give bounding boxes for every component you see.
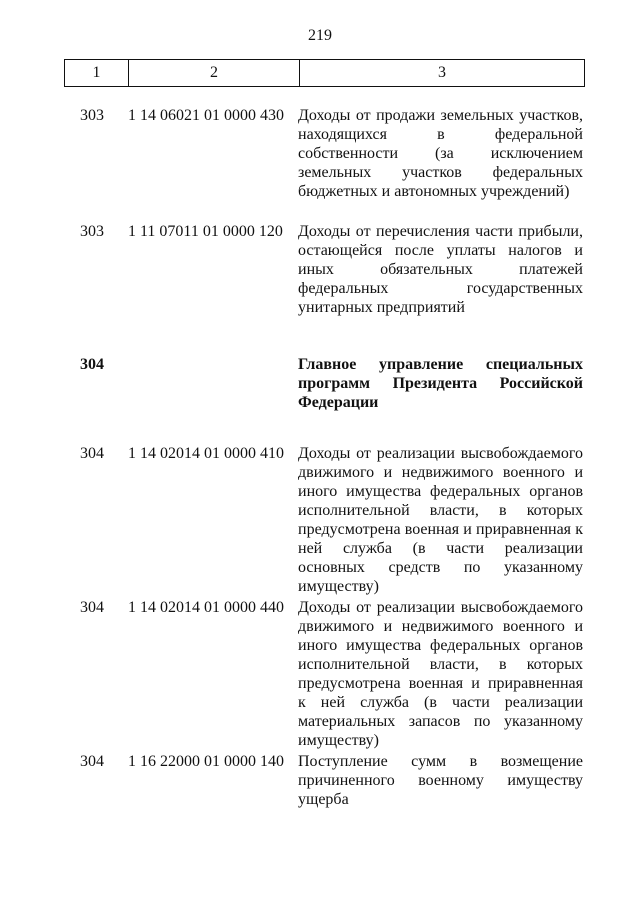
description	[298, 444, 583, 596]
description-line: Поступление сумм в возмещение	[298, 753, 583, 770]
kbk-code: 1 14 02014 01 0000 410	[128, 445, 284, 462]
table-header	[64, 59, 585, 87]
description-line: движимого и недвижимого военного и	[298, 464, 583, 481]
description-line: бюджетных и автономных учреждений)	[298, 183, 570, 200]
admin-code: 304	[80, 599, 104, 616]
description	[298, 598, 583, 750]
description-line: иного имущества федеральных органов	[298, 637, 583, 654]
description-line: ущерба	[298, 791, 349, 808]
description-line: предусмотрена военная и приравненная	[298, 675, 583, 692]
description-line: иного имущества федеральных органов	[298, 483, 583, 500]
description-line: находящихся в федеральной	[298, 126, 583, 143]
description-line: к ней служба (в части реализации	[298, 694, 583, 711]
description-line: федеральных государственных	[298, 280, 583, 297]
description-line: исполнительной власти, в которых	[298, 656, 583, 673]
description-line: Доходы от реализации высвобождаемого	[298, 599, 583, 616]
description-line: основных средств по указанному	[298, 559, 583, 576]
description-line: ней служба (в части реализации	[298, 540, 583, 557]
description-line: унитарных предприятий	[298, 299, 465, 316]
admin-code: 304	[80, 753, 104, 770]
description-line: собственности (за исключением	[298, 145, 583, 162]
admin-code: 304	[80, 356, 104, 373]
description-line: материальных запасов по указанному	[298, 713, 583, 730]
description-line: Федерации	[298, 394, 379, 411]
description-line: исполнительной власти, в которых	[298, 502, 583, 519]
admin-code: 303	[80, 223, 104, 240]
description-line: земельных участков федеральных	[298, 164, 583, 181]
header-col-3: 3	[438, 64, 446, 81]
description-line: Доходы от реализации высвобождаемого	[298, 445, 583, 462]
description-line: Доходы от перечисления части прибыли,	[298, 223, 583, 240]
description	[298, 106, 583, 201]
kbk-code: 1 11 07011 01 0000 120	[128, 223, 283, 240]
description-line: Доходы от продажи земельных участков,	[298, 107, 583, 124]
page-number: 219	[308, 27, 332, 44]
description-line: программ Президента Российской	[298, 375, 583, 392]
description-line: движимого и недвижимого военного и	[298, 618, 583, 635]
department-title	[298, 355, 583, 412]
header-col-2: 2	[129, 60, 300, 86]
admin-code: 303	[80, 107, 104, 124]
header-col-1: 1	[65, 60, 129, 86]
kbk-code: 1 14 02014 01 0000 440	[128, 599, 284, 616]
description-line: причиненного военному имуществу	[298, 772, 583, 789]
description-line: Главное управление специальных	[298, 356, 583, 373]
admin-code: 304	[80, 445, 104, 462]
kbk-code: 1 16 22000 01 0000 140	[128, 753, 284, 770]
kbk-code: 1 14 06021 01 0000 430	[128, 107, 284, 124]
description-line: предусмотрена военная и приравненная к	[298, 521, 583, 538]
description-line: имуществу)	[298, 732, 379, 749]
description-line: имуществу)	[298, 578, 379, 595]
description	[298, 752, 583, 809]
description	[298, 222, 583, 317]
description-line: остающейся после уплаты налогов и	[298, 242, 583, 259]
description-line: иных обязательных платежей	[298, 261, 583, 278]
